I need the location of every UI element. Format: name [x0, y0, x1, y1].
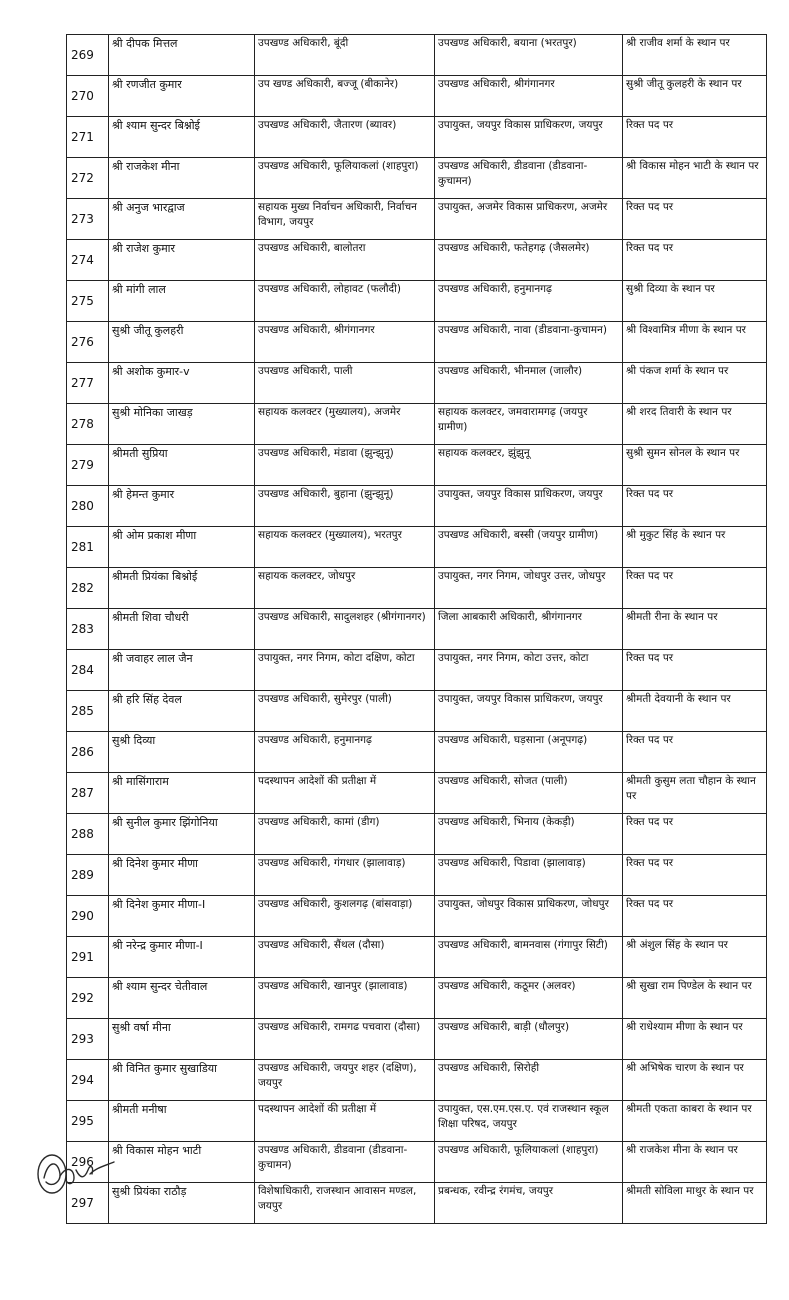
officer-name-cell: श्री श्याम सुन्दर बिश्नोई	[109, 117, 255, 158]
serial-number-cell: 290	[67, 896, 109, 937]
serial-number-cell: 292	[67, 978, 109, 1019]
serial-number-cell: 274	[67, 240, 109, 281]
new-post-cell: सहायक कलक्टर, जमवारामगढ़ (जयपुर ग्रामीण)	[435, 404, 623, 445]
serial-number-cell: 291	[67, 937, 109, 978]
officer-name-cell: श्री दिनेश कुमार मीणा	[109, 855, 255, 896]
remarks-cell: रिक्त पद पर	[623, 486, 767, 527]
officer-name-cell: श्री रणजीत कुमार	[109, 76, 255, 117]
serial-number-cell: 293	[67, 1019, 109, 1060]
remarks-cell: रिक्त पद पर	[623, 199, 767, 240]
table-row	[67, 773, 767, 814]
remarks-cell: श्री पंकज शर्मा के स्थान पर	[623, 363, 767, 404]
officer-name-cell: सुश्री वर्षा मीना	[109, 1019, 255, 1060]
current-post-cell: पदस्थापन आदेशों की प्रतीक्षा में	[255, 1101, 435, 1142]
current-post-cell: उपखण्ड अधिकारी, बालोतरा	[255, 240, 435, 281]
serial-number-cell: 271	[67, 117, 109, 158]
officer-name-cell: श्री हरि सिंह देवल	[109, 691, 255, 732]
current-post-cell: उपखण्ड अधिकारी, सैंथल (दौसा)	[255, 937, 435, 978]
new-post-cell: उपायुक्त, जोधपुर विकास प्राधिकरण, जोधपुर	[435, 896, 623, 937]
officer-name-cell: सुश्री प्रियंका राठौड़	[109, 1183, 255, 1224]
table-row	[67, 35, 767, 76]
officer-name-cell: श्री श्याम सुन्दर चेतीवाल	[109, 978, 255, 1019]
table-row	[67, 691, 767, 732]
current-post-cell: उपखण्ड अधिकारी, लोहावट (फलौदी)	[255, 281, 435, 322]
new-post-cell: प्रबन्धक, रवीन्द्र रंगमंच, जयपुर	[435, 1183, 623, 1224]
officer-name-cell: श्री ओम प्रकाश मीणा	[109, 527, 255, 568]
table-row	[67, 814, 767, 855]
table-row	[67, 486, 767, 527]
new-post-cell: उपखण्ड अधिकारी, बस्सी (जयपुर ग्रामीण)	[435, 527, 623, 568]
serial-number-cell: 287	[67, 773, 109, 814]
remarks-cell: सुश्री दिव्या के स्थान पर	[623, 281, 767, 322]
table-row	[67, 117, 767, 158]
current-post-cell: उपखण्ड अधिकारी, फूलियाकलां (शाहपुरा)	[255, 158, 435, 199]
officer-name-cell: सुश्री मोनिका जाखड़	[109, 404, 255, 445]
current-post-cell: उपखण्ड अधिकारी, डीडवाना (डीडवाना-कुचामन)	[255, 1142, 435, 1183]
remarks-cell: श्री विश्वामित्र मीणा के स्थान पर	[623, 322, 767, 363]
serial-number-cell: 282	[67, 568, 109, 609]
serial-number-cell: 294	[67, 1060, 109, 1101]
remarks-cell: श्री विकास मोहन भाटी के स्थान पर	[623, 158, 767, 199]
table-row	[67, 445, 767, 486]
current-post-cell: उपखण्ड अधिकारी, जैतारण (ब्यावर)	[255, 117, 435, 158]
officer-name-cell: श्रीमती मनीषा	[109, 1101, 255, 1142]
current-post-cell: उपखण्ड अधिकारी, पाली	[255, 363, 435, 404]
new-post-cell: सहायक कलक्टर, झुंझुनू	[435, 445, 623, 486]
serial-number-cell: 295	[67, 1101, 109, 1142]
new-post-cell: उपखण्ड अधिकारी, बाड़ी (धौलपुर)	[435, 1019, 623, 1060]
table-row	[67, 404, 767, 445]
officer-name-cell: सुश्री जीतू कुलहरी	[109, 322, 255, 363]
new-post-cell: उपायुक्त, नगर निगम, कोटा उत्तर, कोटा	[435, 650, 623, 691]
current-post-cell: सहायक कलक्टर (मुख्यालय), अजमेर	[255, 404, 435, 445]
table-row	[67, 609, 767, 650]
officer-name-cell: श्री अनुज भारद्वाज	[109, 199, 255, 240]
remarks-cell: रिक्त पद पर	[623, 568, 767, 609]
handwritten-signature-icon	[30, 1148, 120, 1198]
table-row	[67, 1142, 767, 1183]
officer-name-cell: श्री विकास मोहन भाटी	[109, 1142, 255, 1183]
table-row	[67, 322, 767, 363]
table-row	[67, 527, 767, 568]
current-post-cell: सहायक कलक्टर, जोधपुर	[255, 568, 435, 609]
current-post-cell: विशेषाधिकारी, राजस्थान आवासन मण्डल, जयपुर	[255, 1183, 435, 1224]
officer-name-cell: सुश्री दिव्या	[109, 732, 255, 773]
remarks-cell: सुश्री सुमन सोनल के स्थान पर	[623, 445, 767, 486]
officer-name-cell: श्री नरेन्द्र कुमार मीणा-I	[109, 937, 255, 978]
serial-number-cell: 285	[67, 691, 109, 732]
table-row	[67, 363, 767, 404]
serial-number-cell: 281	[67, 527, 109, 568]
serial-number-cell: 273	[67, 199, 109, 240]
table-row	[67, 199, 767, 240]
new-post-cell: उपायुक्त, जयपुर विकास प्राधिकरण, जयपुर	[435, 117, 623, 158]
serial-number-cell: 279	[67, 445, 109, 486]
new-post-cell: उपखण्ड अधिकारी, भीनमाल (जालौर)	[435, 363, 623, 404]
serial-number-cell: 270	[67, 76, 109, 117]
current-post-cell: उपखण्ड अधिकारी, मंडावा (झुन्झुनू)	[255, 445, 435, 486]
new-post-cell: उपखण्ड अधिकारी, नावा (डीडवाना-कुचामन)	[435, 322, 623, 363]
table-row	[67, 978, 767, 1019]
current-post-cell: उपखण्ड अधिकारी, रामगढ पचवारा (दौसा)	[255, 1019, 435, 1060]
table-row	[67, 896, 767, 937]
remarks-cell: रिक्त पद पर	[623, 814, 767, 855]
remarks-cell: श्री सुखा राम पिण्डेल के स्थान पर	[623, 978, 767, 1019]
new-post-cell: उपायुक्त, नगर निगम, जोधपुर उत्तर, जोधपुर	[435, 568, 623, 609]
remarks-cell: सुश्री जीतू कुलहरी के स्थान पर	[623, 76, 767, 117]
remarks-cell: श्रीमती सोविला माथुर के स्थान पर	[623, 1183, 767, 1224]
officer-name-cell: श्री विनित कुमार सुखाडिया	[109, 1060, 255, 1101]
new-post-cell: जिला आबकारी अधिकारी, श्रीगंगानगर	[435, 609, 623, 650]
new-post-cell: उपखण्ड अधिकारी, बामनवास (गंगापुर सिटी)	[435, 937, 623, 978]
serial-number-cell: 286	[67, 732, 109, 773]
remarks-cell: श्री शरद तिवारी के स्थान पर	[623, 404, 767, 445]
serial-number-cell: 280	[67, 486, 109, 527]
new-post-cell: उपखण्ड अधिकारी, फतेहगढ़ (जैसलमेर)	[435, 240, 623, 281]
serial-number-cell: 283	[67, 609, 109, 650]
current-post-cell: उपखण्ड अधिकारी, जयपुर शहर (दक्षिण), जयपुर	[255, 1060, 435, 1101]
officer-name-cell: श्री अशोक कुमार-v	[109, 363, 255, 404]
officer-name-cell: श्री दिनेश कुमार मीणा-I	[109, 896, 255, 937]
table-row	[67, 281, 767, 322]
current-post-cell: उपखण्ड अधिकारी, हनुमानगढ़	[255, 732, 435, 773]
new-post-cell: उपखण्ड अधिकारी, सिरोही	[435, 1060, 623, 1101]
remarks-cell: श्रीमती देवयानी के स्थान पर	[623, 691, 767, 732]
remarks-cell: श्रीमती कुसुम लता चौहान के स्थान पर	[623, 773, 767, 814]
new-post-cell: उपखण्ड अधिकारी, घड़साना (अनूपगढ़)	[435, 732, 623, 773]
remarks-cell: रिक्त पद पर	[623, 855, 767, 896]
table-row	[67, 568, 767, 609]
current-post-cell: उपायुक्त, नगर निगम, कोटा दक्षिण, कोटा	[255, 650, 435, 691]
table-row	[67, 732, 767, 773]
new-post-cell: उपायुक्त, जयपुर विकास प्राधिकरण, जयपुर	[435, 691, 623, 732]
remarks-cell: श्री राजीव शर्मा के स्थान पर	[623, 35, 767, 76]
officer-name-cell: श्री राजेश कुमार	[109, 240, 255, 281]
officer-name-cell: श्री राजकेश मीना	[109, 158, 255, 199]
serial-number-cell: 297	[67, 1183, 109, 1224]
serial-number-cell: 296	[67, 1142, 109, 1183]
table-row	[67, 158, 767, 199]
table-row	[67, 1101, 767, 1142]
new-post-cell: उपखण्ड अधिकारी, श्रीगंगानगर	[435, 76, 623, 117]
current-post-cell: उपखण्ड अधिकारी, श्रीगंगानगर	[255, 322, 435, 363]
remarks-cell: रिक्त पद पर	[623, 117, 767, 158]
new-post-cell: उपखण्ड अधिकारी, डीडवाना (डीडवाना-कुचामन)	[435, 158, 623, 199]
officer-name-cell: श्री हेमन्त कुमार	[109, 486, 255, 527]
current-post-cell: उपखण्ड अधिकारी, खानपुर (झालावाड)	[255, 978, 435, 1019]
officer-name-cell: श्रीमती सुप्रिया	[109, 445, 255, 486]
remarks-cell: रिक्त पद पर	[623, 732, 767, 773]
current-post-cell: उपखण्ड अधिकारी, सादुलशहर (श्रीगंगानगर)	[255, 609, 435, 650]
remarks-cell: श्री अंशुल सिंह के स्थान पर	[623, 937, 767, 978]
current-post-cell: सहायक कलक्टर (मुख्यालय), भरतपुर	[255, 527, 435, 568]
current-post-cell: उप खण्ड अधिकारी, बज्जू (बीकानेर)	[255, 76, 435, 117]
table-row	[67, 1060, 767, 1101]
new-post-cell: उपखण्ड अधिकारी, बयाना (भरतपुर)	[435, 35, 623, 76]
serial-number-cell: 288	[67, 814, 109, 855]
remarks-cell: रिक्त पद पर	[623, 650, 767, 691]
current-post-cell: पदस्थापन आदेशों की प्रतीक्षा में	[255, 773, 435, 814]
serial-number-cell: 277	[67, 363, 109, 404]
officer-name-cell: श्रीमती प्रियंका बिश्नोई	[109, 568, 255, 609]
serial-number-cell: 269	[67, 35, 109, 76]
current-post-cell: उपखण्ड अधिकारी, कुशलगढ़ (बांसवाड़ा)	[255, 896, 435, 937]
remarks-cell: श्री राजकेश मीना के स्थान पर	[623, 1142, 767, 1183]
serial-number-cell: 289	[67, 855, 109, 896]
remarks-cell: रिक्त पद पर	[623, 896, 767, 937]
serial-number-cell: 275	[67, 281, 109, 322]
officer-name-cell: श्री जवाहर लाल जैन	[109, 650, 255, 691]
remarks-cell: रिक्त पद पर	[623, 240, 767, 281]
transfer-list-body	[67, 35, 767, 1224]
table-row	[67, 76, 767, 117]
table-row	[67, 240, 767, 281]
serial-number-cell: 276	[67, 322, 109, 363]
table-row	[67, 650, 767, 691]
new-post-cell: उपखण्ड अधिकारी, फूलियाकलां (शाहपुरा)	[435, 1142, 623, 1183]
remarks-cell: श्री राधेश्याम मीणा के स्थान पर	[623, 1019, 767, 1060]
current-post-cell: उपखण्ड अधिकारी, बूंदी	[255, 35, 435, 76]
new-post-cell: उपखण्ड अधिकारी, हनुमानगढ़	[435, 281, 623, 322]
officer-name-cell: श्री मांगी लाल	[109, 281, 255, 322]
current-post-cell: उपखण्ड अधिकारी, बुहाना (झुन्झुनू)	[255, 486, 435, 527]
serial-number-cell: 278	[67, 404, 109, 445]
serial-number-cell: 272	[67, 158, 109, 199]
current-post-cell: उपखण्ड अधिकारी, कामां (डीग)	[255, 814, 435, 855]
remarks-cell: श्री मुकुट सिंह के स्थान पर	[623, 527, 767, 568]
new-post-cell: उपायुक्त, जयपुर विकास प्राधिकरण, जयपुर	[435, 486, 623, 527]
current-post-cell: सहायक मुख्य निर्वाचन अधिकारी, निर्वाचन विभाग, जयपुर	[255, 199, 435, 240]
officer-name-cell: श्री मासिंगाराम	[109, 773, 255, 814]
remarks-cell: श्रीमती रीना के स्थान पर	[623, 609, 767, 650]
remarks-cell: श्री अभिषेक चारण के स्थान पर	[623, 1060, 767, 1101]
table-row	[67, 1019, 767, 1060]
new-post-cell: उपखण्ड अधिकारी, पिडावा (झालावाड़)	[435, 855, 623, 896]
new-post-cell: उपायुक्त, अजमेर विकास प्राधिकरण, अजमेर	[435, 199, 623, 240]
new-post-cell: उपखण्ड अधिकारी, कठूमर (अलवर)	[435, 978, 623, 1019]
officer-name-cell: श्री दीपक मित्तल	[109, 35, 255, 76]
new-post-cell: उपायुक्त, एस.एम.एस.ए. एवं राजस्थान स्कूल शिक्षा परिषद, जयपुर	[435, 1101, 623, 1142]
table-row	[67, 855, 767, 896]
current-post-cell: उपखण्ड अधिकारी, सुमेरपुर (पाली)	[255, 691, 435, 732]
current-post-cell: उपखण्ड अधिकारी, गंगधार (झालावाड़)	[255, 855, 435, 896]
table-row	[67, 937, 767, 978]
new-post-cell: उपखण्ड अधिकारी, सोजत (पाली)	[435, 773, 623, 814]
officer-name-cell: श्रीमती शिवा चौधरी	[109, 609, 255, 650]
transfer-list-table	[66, 34, 767, 1224]
new-post-cell: उपखण्ड अधिकारी, भिनाय (केकड़ी)	[435, 814, 623, 855]
remarks-cell: श्रीमती एकता काबरा के स्थान पर	[623, 1101, 767, 1142]
officer-name-cell: श्री सुनील कुमार झिंगोनिया	[109, 814, 255, 855]
table-row	[67, 1183, 767, 1224]
serial-number-cell: 284	[67, 650, 109, 691]
